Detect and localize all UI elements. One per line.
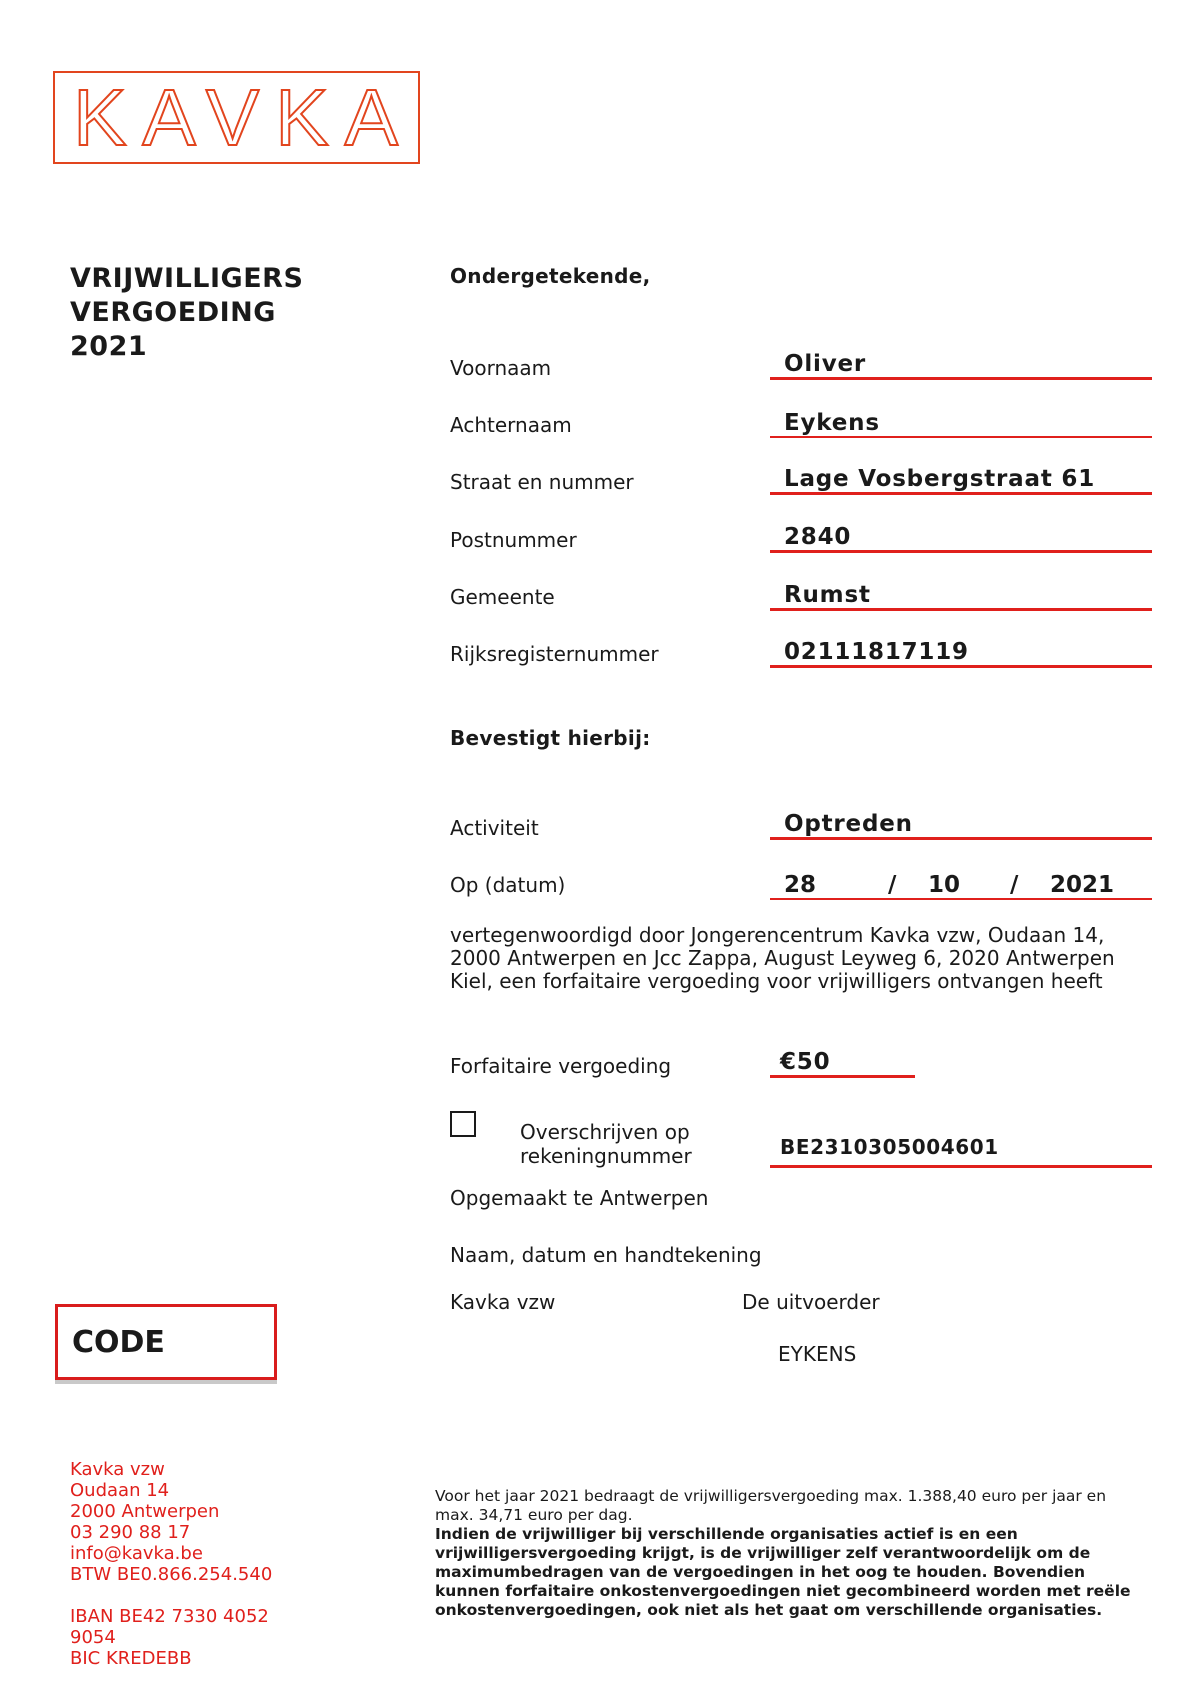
contact-street: Oudaan 14 bbox=[70, 1480, 170, 1501]
transfer-checkbox[interactable] bbox=[450, 1111, 476, 1137]
field-vergoeding[interactable] bbox=[770, 1050, 915, 1078]
field-label-rijksregisternummer: Rijksregisternummer bbox=[450, 642, 659, 666]
contact-iban-cont: 9054 bbox=[70, 1627, 116, 1648]
field-value-vergoeding: €50 bbox=[780, 1049, 831, 1075]
contact-iban: IBAN BE42 7330 4052 bbox=[70, 1606, 269, 1627]
contact-city: 2000 Antwerpen bbox=[70, 1501, 220, 1522]
field-rekeningnummer[interactable] bbox=[770, 1134, 1152, 1168]
contact-bic: BIC KREDEBB bbox=[70, 1648, 192, 1669]
signer-executor-name: EYKENS bbox=[778, 1342, 857, 1366]
field-gemeente[interactable] bbox=[770, 583, 1152, 611]
field-label-datum: Op (datum) bbox=[450, 873, 566, 897]
legal-note-bold: Indien de vrijwilliger bij verschillende organisaties actief is en een vrijwilligersvergoeding krijgt, is de vrijwilliger zelf verantwoordelijk om de maximumbedragen van de vergoedingen in het oog te houden. Bovendien kunnen forfaitaire onkostenvergoedingen niet gecombineerd worden met reële onkostenvergoedingen, ook niet als het gaat om verschillende organisaties. bbox=[435, 1525, 1131, 1619]
contact-org: Kavka vzw bbox=[70, 1459, 165, 1480]
confirm-heading: Bevestigt hierbij: bbox=[450, 726, 651, 750]
footer-contact bbox=[70, 1459, 300, 1669]
contact-vat: BTW BE0.866.254.540 bbox=[70, 1564, 273, 1585]
field-label-vergoeding: Forfaitaire vergoeding bbox=[450, 1054, 672, 1078]
field-value-rekeningnummer: BE2310305004601 bbox=[780, 1135, 999, 1159]
logo-text: KAVKA bbox=[73, 72, 414, 162]
field-value-rijksregisternummer: 02111817119 bbox=[784, 639, 969, 665]
field-value-straat: Lage Vosbergstraat 61 bbox=[784, 466, 1096, 492]
date-year: 2021 bbox=[1050, 872, 1115, 898]
code-label: CODE bbox=[72, 1325, 165, 1360]
field-datum[interactable] bbox=[770, 870, 1152, 900]
field-value-postnummer: 2840 bbox=[784, 524, 852, 550]
field-value-activiteit: Optreden bbox=[784, 811, 913, 837]
signer-organization: Kavka vzw bbox=[450, 1290, 556, 1314]
field-rijksregisternummer[interactable] bbox=[770, 640, 1152, 668]
legal-note bbox=[435, 1487, 1145, 1620]
field-label-straat: Straat en nummer bbox=[450, 470, 634, 494]
field-label-gemeente: Gemeente bbox=[450, 585, 555, 609]
field-value-voornaam: Oliver bbox=[784, 351, 867, 377]
field-value-achternaam: Eykens bbox=[784, 410, 880, 436]
field-label-postnummer: Postnummer bbox=[450, 528, 577, 552]
field-postnummer[interactable] bbox=[770, 525, 1152, 553]
intro-heading: Ondergetekende, bbox=[450, 264, 651, 288]
date-separator-2: / bbox=[1010, 872, 1019, 898]
signature-label: Naam, datum en handtekening bbox=[450, 1243, 762, 1267]
field-label-activiteit: Activiteit bbox=[450, 816, 539, 840]
made-at: Opgemaakt te Antwerpen bbox=[450, 1186, 709, 1210]
field-value-gemeente: Rumst bbox=[784, 582, 871, 608]
field-label-achternaam: Achternaam bbox=[450, 413, 572, 437]
document-title: VRIJWILLIGERS VERGOEDING 2021 bbox=[70, 263, 304, 362]
field-straat[interactable] bbox=[770, 467, 1152, 495]
representation-paragraph: vertegenwoordigd door Jongerencentrum Kavka vzw, Oudaan 14, 2000 Antwerpen en Jcc Zappa, August Leyweg 6, 2020 Antwerpen Kiel, een forfaitaire vergoeding voor vrijwilligers ontvangen heeft bbox=[450, 923, 1115, 993]
date-day: 28 bbox=[784, 872, 817, 898]
date-month: 10 bbox=[928, 872, 961, 898]
contact-email: info@kavka.be bbox=[70, 1543, 203, 1564]
signer-executor: De uitvoerder bbox=[742, 1290, 880, 1314]
field-achternaam[interactable] bbox=[770, 410, 1152, 438]
kavka-logo bbox=[53, 71, 420, 164]
field-activiteit[interactable] bbox=[770, 812, 1152, 840]
date-separator-1: / bbox=[888, 872, 897, 898]
contact-phone: 03 290 88 17 bbox=[70, 1522, 191, 1543]
field-label-voornaam: Voornaam bbox=[450, 356, 552, 380]
legal-note-normal: Voor het jaar 2021 bedraagt de vrijwilligersvergoeding max. 1.388,40 euro per jaar en max. 34,71 euro per dag. bbox=[435, 1487, 1107, 1524]
contact-spacer bbox=[70, 1585, 300, 1606]
field-voornaam[interactable] bbox=[770, 352, 1152, 380]
code-box bbox=[55, 1304, 277, 1380]
transfer-checkbox-label: Overschrijven op rekeningnummer bbox=[520, 1120, 692, 1168]
